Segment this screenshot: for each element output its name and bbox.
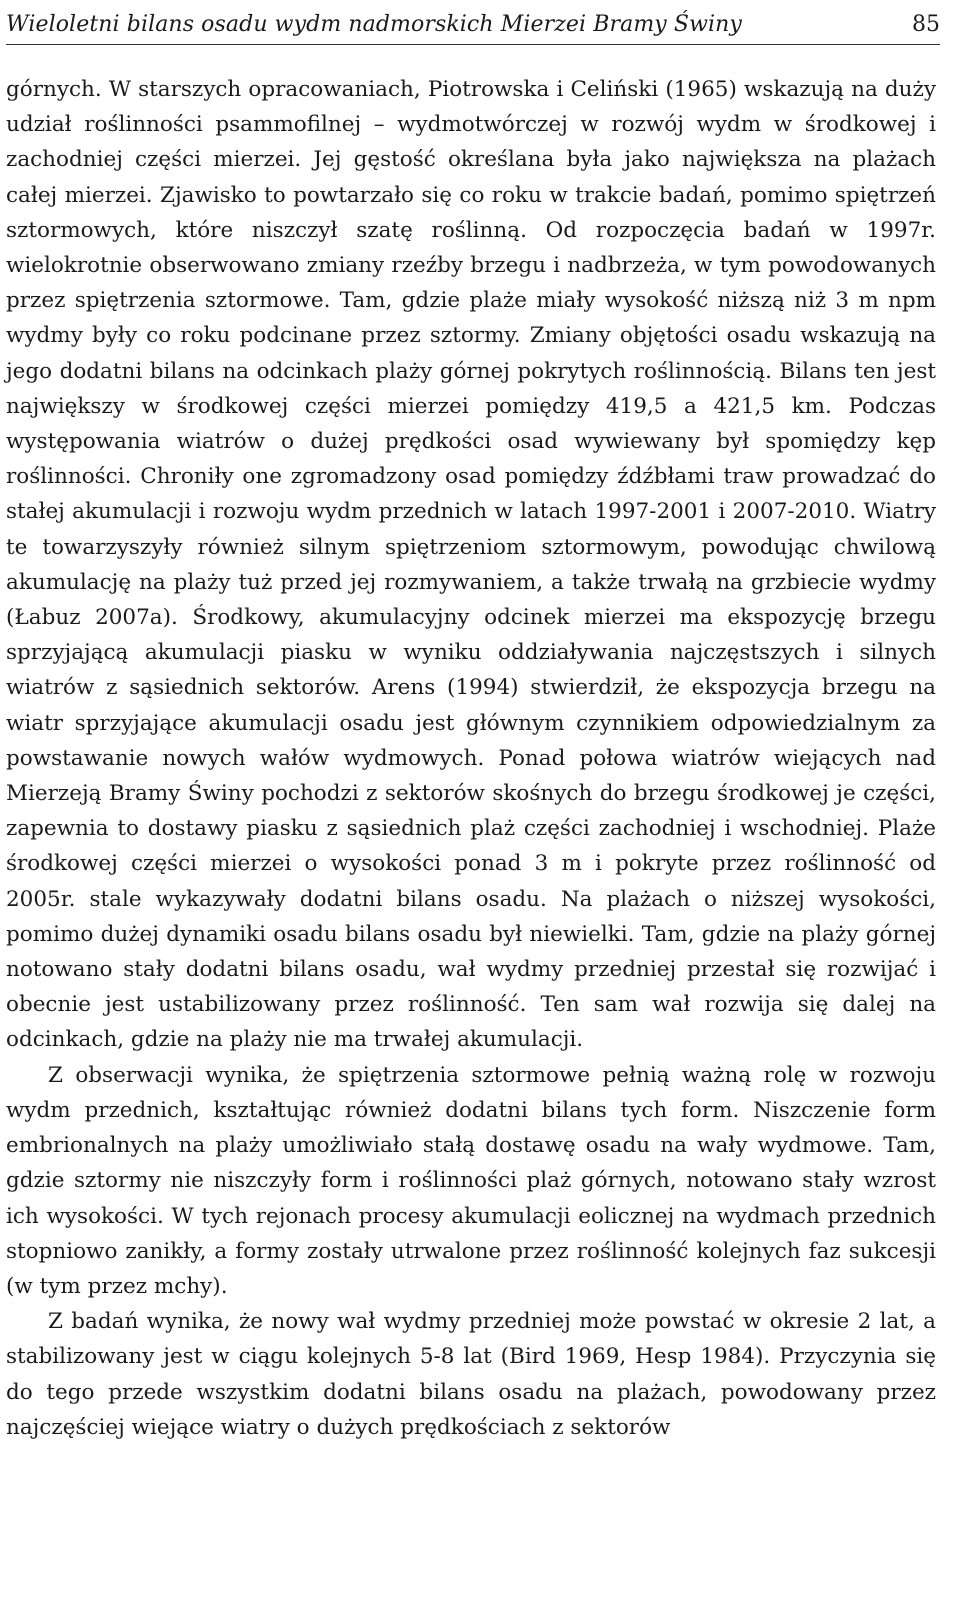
paragraph-storm-surges: Z obserwacji wynika, że spiętrzenia sztormowe pełnią ważną rolę w rozwoju wydm przednich, kształtując również dodatni bilans tych form. Niszczenie form embrionalnych na plaży umożliwiało stałą dostawę osadu na wały wydmowe. Tam, gdzie sztormy nie niszczyły form i roślinności plaż górnych, notowano stały wzrost ich wysokości. W tych rejonach procesy akumulacji eolicznej na wydmach przednich stopniowo zanikły, a formy zostały utrwalone przez roślinność kolejnych faz sukcesji (w tym przez mchy). [6, 1062, 936, 1299]
paragraph-continuation: górnych. W starszych opracowaniach, Piotrowska i Celiński (1965) wskazują na duży udział roślinności psammofilnej – wydmotwórczej w rozwój wydm w środkowej i zachodniej części mierzei. Jej gęstość określana była jako największa na plażach całej mierzei. Zjawisko to powtarzało się co roku w trakcie badań, pomimo spiętrzeń sztormowych, które niszczył szatę roślinną. Od rozpoczęcia badań w 1997r. wielokrotnie obserwowano zmiany rzeźby brzegu i nadbrzeża, w tym powodowanych przez spiętrzenia sztormowe. Tam, gdzie plaże miały wysokość niższą niż 3 m npm wydmy były co roku podcinane przez sztormy. Zmiany objętości osadu wskazują na jego dodatni bilans na odcinkach plaży górnej pokrytych roślinnością. Bilans ten jest największy w środkowej części mierzei pomiędzy 419,5 a 421,5 km. Podczas występowania wiatrów o dużej prędkości osad wywiewany był spomiędzy kęp roślinności. Chroniły one zgromadzony osad pomiędzy źdźbłami traw prowadzać do stałej akumulacji i rozwoju wydm przednich w latach 1997-2001 i 2007-2010. Wiatry te towarzyszyły również silnym spiętrzeniom sztormowym, powodując chwilową akumulację na plaży tuż przed jej rozmywaniem, a także trwałą na grzbiecie wydmy (Łabuz 2007a). Środkowy, akumulacyjny odcinek mierzei ma ekspozycję brzegu sprzyjającą akumulacji piasku w wyniku oddziaływania najczęstszych i silnych wiatrów z sąsiednich sektorów. Arens (1994) stwierdził, że ekspozycja brzegu na wiatr sprzyjające akumulacji osadu jest głównym czynnikiem odpowiedzialnym za powstawanie nowych wałów wydmowych. Ponad połowa wiatrów wiejących nad Mierzeją Bramy Świny pochodzi z sektorów skośnych do brzegu środkowej je części, zapewnia to dostawy piasku z sąsiednich plaż części zachodniej i wschodniej. Plaże środkowej części mierzei o wysokości ponad 3 m i pokryte przez roślinność od 2005r. stale wykazywały dodatni bilans osadu. Na plażach o niższej wysokości, pomimo dużej dynamiki osadu bilans osadu był niewielki. Tam, gdzie na plaży górnej notowano stały dodatni bilans osadu, wał wydmy przedniej przestał się rozwijać i obecnie jest ustabilizowany przez roślinność. Ten sam wał rozwija się dalej na odcinkach, gdzie na plaży nie ma trwałej akumulacji. [6, 77, 936, 1053]
running-title: Wieloletni bilans osadu wydm nadmorskich Mierzei Bramy Świny [6, 11, 742, 37]
running-header [6, 4, 940, 45]
page-number: 85 [912, 11, 940, 37]
body-text [6, 72, 936, 1445]
paragraph-foredune-formation: Z badań wynika, że nowy wał wydmy przedniej może powstać w okresie 2 lat, a stabilizowany jest w ciągu kolejnych 5-8 lat (Bird 1969, Hesp 1984). Przyczynia się do tego przede wszystkim dodatni bilans osadu na plażach, powodowany przez najczęściej wiejące wiatry o dużych prędkościach z sektorów [6, 1309, 936, 1440]
